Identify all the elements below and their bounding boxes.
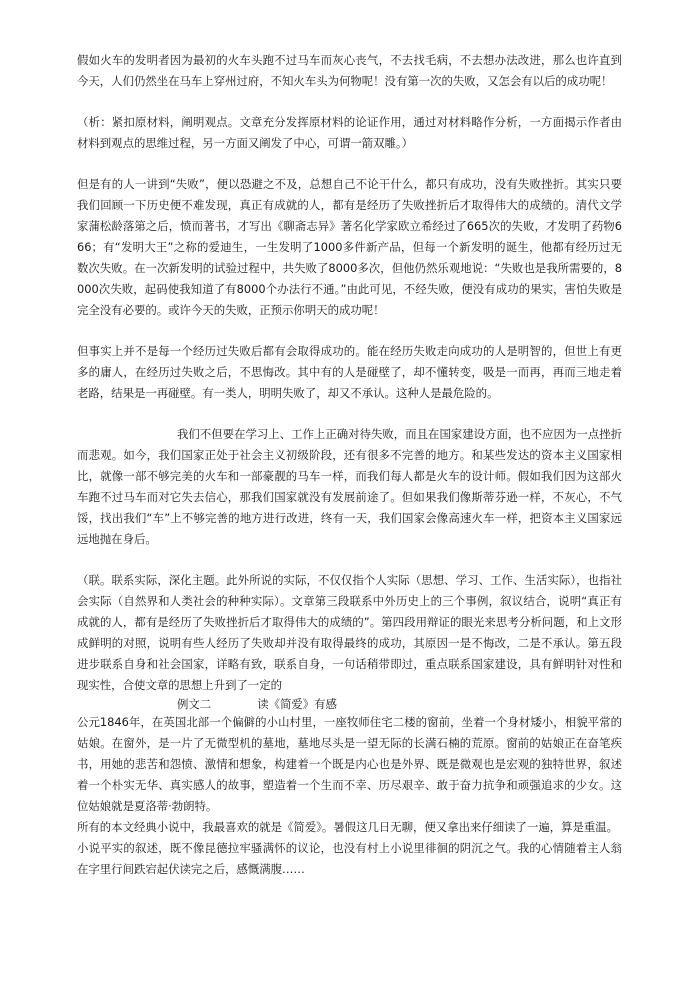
paragraph-train-inventor: 假如火车的发明者因为最初的火车头跑不过马车而灰心丧气，不去找毛病，不去想办法改进，那么也许直到今天，人们仍然坐在马车上穿州过府，不知火车头为何物呢！没有第一次的失败，又怎会有以后的成功呢！ bbox=[77, 53, 622, 88]
paragraph-analysis-1: （析：紧扣原材料，阐明观点。文章充分发挥原材料的论证作用，通过对材料略作分析，一方面揭示作者由材料到观点的思维过程，另一方面又阐发了中心，可谓一箭双雕。） bbox=[77, 115, 622, 150]
example-two-heading bbox=[77, 696, 622, 712]
paragraph-failure-history: 但是有的人一讲到“失败”，便以恐避之不及，总想自己不论干什么，都只有成功，没有失败挫折。其实只要我们回顾一下历史便不难发现，真正有成就的人，都有是经历了失败挫折后才取得伟大的成绩的。清代文学家蒲松龄落第之后，愤而著书，才写出《聊斋志异》著名化学家欧立希经过了665次的失败，才发明了药物666；有“发明大王”之称的爱迪生，一生发明了1000多件新产品，但每一个新发明的诞生，他都有经历过无数次失败。在一次新发明的试验过程中，共失败了8000多次，但他仍然乐观地说：“失败也是我所需要的，8000次失败，起码使我知道了有8000个办法行不通。”由此可见，不经失败，便没有成功的果实，害怕失败是完全没有必要的。或许今天的失败，正预示你明天的成功呢！ bbox=[77, 177, 622, 317]
paragraph-analysis-2: （联。联系实际，深化主题。此外所说的实际，不仅仅指个人实际（思想、学习、工作、生活实际），也指社会实际（自然界和人类社会的种种实际）。文章第三段联系中外历史上的三个事例，叙议结合，说明“真正有成就的人，都有是经历了失败挫折后才取得伟大的成绩的”。第四段用辩证的眼光来思考分析问题，和上文形成鲜明的对照，说明有些人经历了失败却并没有取得最终的成功，其原因一是不悔改，二是不承认。第五段进步联系自身和社会国家，详略有致，联系自身，一句话稍带即过，重点联系国家建设，具有鲜明针对性和现实性，合使文章的思想上升到了一定的 bbox=[77, 573, 622, 692]
example-two-label: 例文二 bbox=[177, 697, 212, 711]
paragraph-jane-eyre-narration: 小说平实的叙述，既不像昆德拉牢骚满怀的议论，也没有村上小说里徘徊的阴沉之气。我的心情随着主人翁在字里行间跌宕起伏读完之后，感慨满腹…… bbox=[77, 841, 622, 876]
essay-title: 读《简爱》有感 bbox=[257, 697, 337, 711]
paragraph-jane-eyre-intro: 公元1846年，在英国北部一个偏僻的小山村里，一座牧师住宅二楼的窗前，坐着一个身材矮小，相貌平常的姑娘。在窗外，是一片了无微型机的墓地，墓地尽头是一望无际的长满石楠的荒原。窗前的姑娘正在奋笔疾书，用她的悲苦和怨愤、激情和想象，构建着一个既是内心也是外界、既是微观也是宏观的独特世界，叙述着一个朴实无华、真实感人的故事，塑造着一个生而不幸、历尽艰辛、敢于奋力抗争和顽强追求的少女。这位姑娘就是夏洛蒂·勃朗特。 bbox=[77, 715, 622, 813]
paragraph-jane-eyre-favorite: 所有的本文经典小说中，我最喜欢的就是《简爱》。暑假这几日无聊，便又拿出来仔细读了一遍，算是重温。 bbox=[77, 820, 619, 834]
paragraph-failure-reality: 但事实上并不是每一个经历过失败后都有会取得成功的。能在经历失败走向成功的人是明智的，但世上有更多的庸人，在经历过失败之后，不思悔改。其中有的人是碰壁了，却不懂转变，吸是一而再，再而三地走着老路，结果是一再碰壁。有一类人，明明失败了，却又不承认。这种人是最危险的。 bbox=[77, 344, 622, 400]
document-page bbox=[77, 50, 622, 880]
paragraph-national-construction: 我们不但要在学习上、工作上正确对待失败，而且在国家建设方面，也不应因为一点挫折而悲观。如今，我们国家正处于社会主义初级阶段，还有很多不完善的地方。和某些发达的资本主义国家相比，就像一部不够完美的火车和一部豪靓的马车一样，而我们每人都是火车的设计师。假如我们因为这部火车跑不过马车而对它失去信心，那我们国家就没有发展前途了。但如果我们像斯蒂芬逊一样，不灰心，不气馁，找出我们“车”上不够完善的地方进行改进，终有一天，我们国家会像高速火车一样，把资本主义国家远远地抛在身后。 bbox=[77, 427, 622, 546]
